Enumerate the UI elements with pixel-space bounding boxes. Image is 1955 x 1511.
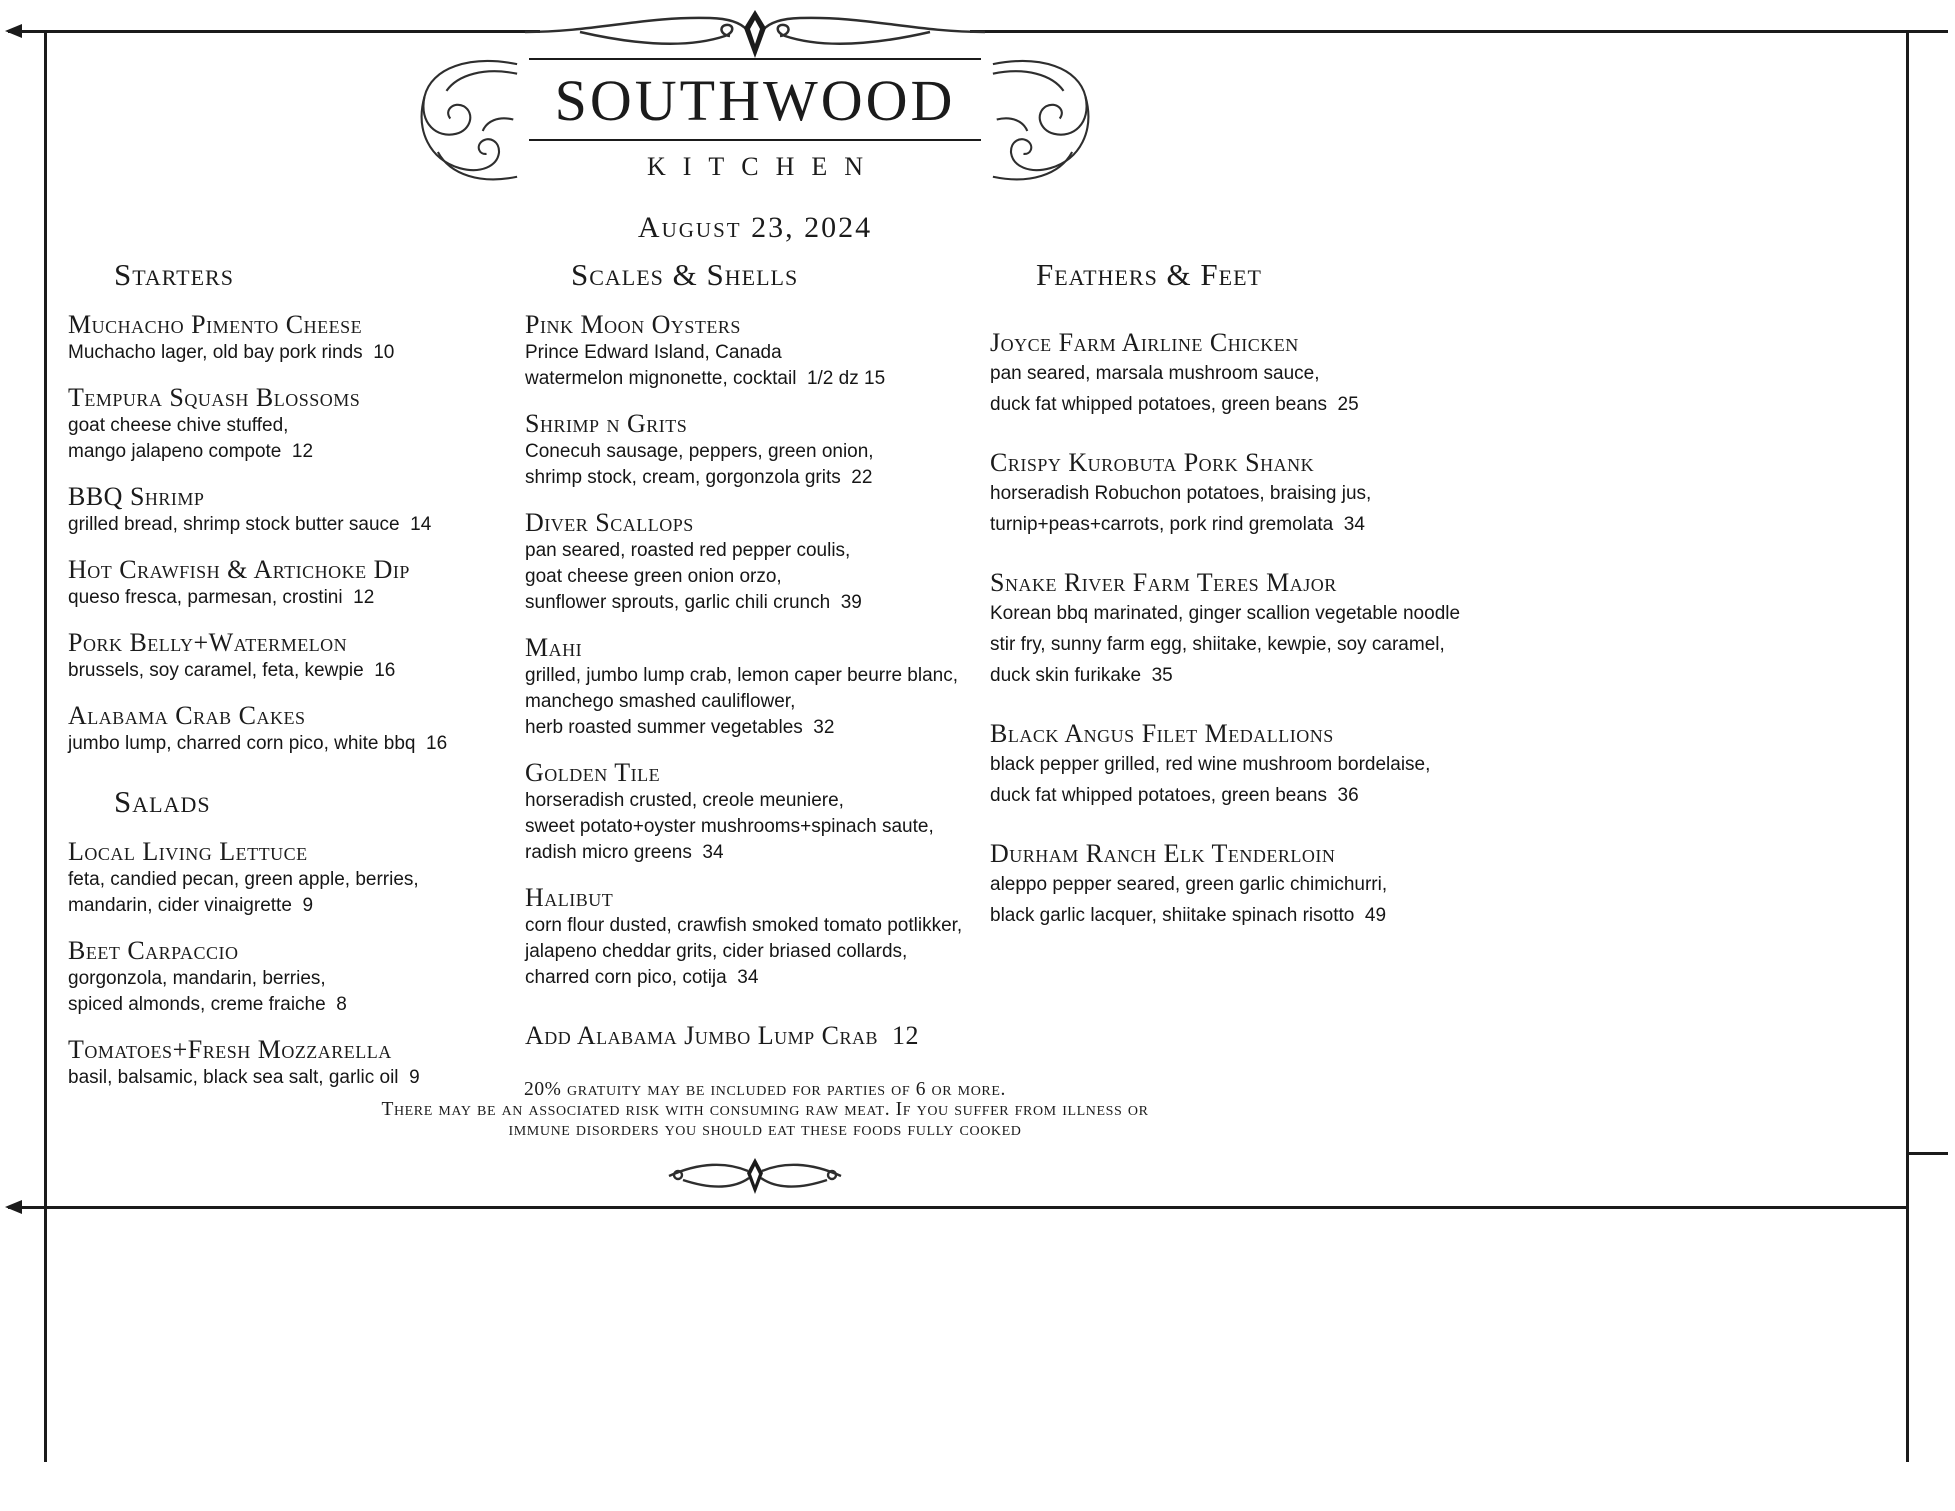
item-desc-line: black garlic lacquer, shiitake spinach risotto 49 <box>990 905 1387 926</box>
item-desc-line: jalapeno cheddar grits, cider briased collards, <box>525 941 908 962</box>
item-desc-line: feta, candied pecan, green apple, berries, <box>68 869 419 890</box>
item-desc-line: Korean bbq marinated, ginger scallion vegetable noodle <box>990 603 1461 624</box>
item-name: BBQ Shrimp <box>68 482 205 511</box>
item-desc-line: Muchacho lager, old bay pork rinds 10 <box>68 342 395 363</box>
menu-item <box>990 328 1510 420</box>
item-desc-line: queso fresca, parmesan, crostini 12 <box>68 587 375 608</box>
item-name: Muchacho Pimento Cheese <box>68 310 363 339</box>
column-feathers-feet <box>990 258 1510 959</box>
menu-item <box>525 758 995 866</box>
item-desc-line: turnip+peas+carrots, pork rind gremolata 34 <box>990 514 1365 535</box>
menu-item <box>68 310 498 366</box>
top-rule-left-segment <box>8 30 540 33</box>
top-left-arrow-mark <box>5 24 22 38</box>
item-name: Black Angus Filet Medallions <box>990 719 1334 748</box>
section-heading: Salads <box>114 784 211 819</box>
header <box>30 52 1480 245</box>
item-desc-line: horseradish crusted, creole meuniere, <box>525 790 844 811</box>
column-starters-salads <box>68 258 498 1108</box>
item-name: Beet Carpaccio <box>68 936 239 965</box>
item-name: Tempura Squash Blossoms <box>68 383 361 412</box>
footer-line: There may be an associated risk with consuming raw meat. If you suffer from illness or <box>381 1099 1149 1120</box>
right-border-rule <box>1906 30 1909 1462</box>
menu-item <box>990 719 1510 811</box>
item-name: Joyce Farm Airline Chicken <box>990 328 1299 357</box>
menu-section <box>990 258 1510 931</box>
section-heading: Starters <box>114 257 234 292</box>
item-name: Hot Crawfish & Artichoke Dip <box>68 555 410 584</box>
item-desc-line: spiced almonds, creme fraiche 8 <box>68 994 347 1015</box>
menu-item <box>525 310 995 392</box>
menu-item <box>68 837 498 919</box>
item-desc-line: mandarin, cider vinaigrette 9 <box>68 895 314 916</box>
item-desc-line: goat cheese chive stuffed, <box>68 415 289 436</box>
menu-item <box>68 383 498 465</box>
item-desc-line: shrimp stock, cream, gorgonzola grits 22 <box>525 467 873 488</box>
item-desc-line: corn flour dusted, crawfish smoked tomato potlikker, <box>525 915 963 936</box>
menu-item <box>525 883 995 991</box>
menu-item <box>525 409 995 491</box>
logo-left-scroll-icon <box>414 52 519 187</box>
item-desc-line: Prince Edward Island, Canada <box>525 342 782 363</box>
item-desc-line: charred corn pico, cotija 34 <box>525 967 759 988</box>
column-scales-shells <box>525 258 995 1051</box>
menu-section <box>68 258 498 757</box>
footer-line: 20% gratuity may be included for parties of 6 or more. <box>523 1079 1007 1100</box>
footer-line: immune disorders you should eat these foods fully cooked <box>508 1119 1022 1140</box>
item-name: Pork Belly+Watermelon <box>68 628 348 657</box>
menu-item <box>68 701 498 757</box>
item-name: Mahi <box>525 633 583 662</box>
footer-fine-print <box>45 1080 1485 1140</box>
menu-item <box>68 555 498 611</box>
menu-item <box>525 633 995 741</box>
item-name: Pink Moon Oysters <box>525 310 741 339</box>
item-desc-line: manchego smashed cauliflower, <box>525 691 796 712</box>
item-name: Tomatoes+Fresh Mozzarella <box>68 1035 392 1064</box>
item-desc-line: grilled, jumbo lump crab, lemon caper beurre blanc, <box>525 665 958 686</box>
bottom-rule <box>8 1206 1908 1209</box>
item-desc-line: herb roasted summer vegetables 32 <box>525 717 835 738</box>
item-desc-line: sunflower sprouts, garlic chili crunch 39 <box>525 592 862 613</box>
item-name: Add Alabama Jumbo Lump Crab 12 <box>525 1021 919 1050</box>
item-name: Diver Scallops <box>525 508 694 537</box>
item-desc-line: radish micro greens 34 <box>525 842 724 863</box>
menu-item <box>990 839 1510 931</box>
item-desc-line: goat cheese green onion orzo, <box>525 566 782 587</box>
top-rule-right-segment <box>970 30 1948 33</box>
item-desc-line: basil, balsamic, black sea salt, garlic oil 9 <box>68 1067 420 1088</box>
item-desc-line: stir fry, sunny farm egg, shiitake, kewpie, soy caramel, <box>990 634 1445 655</box>
item-desc-line: gorgonzola, mandarin, berries, <box>68 968 326 989</box>
menu-item <box>990 568 1510 691</box>
item-name: Local Living Lettuce <box>68 837 308 866</box>
restaurant-subtitle: KITCHEN <box>646 151 881 181</box>
item-desc-line: duck skin furikake 35 <box>990 665 1173 686</box>
section-heading: Scales & Shells <box>571 257 799 292</box>
item-desc-line: mango jalapeno compote 12 <box>68 441 314 462</box>
item-desc-line: duck fat whipped potatoes, green beans 36 <box>990 785 1359 806</box>
item-desc-line: jumbo lump, charred corn pico, white bbq 16 <box>68 733 448 754</box>
item-name: Golden Tile <box>525 758 661 787</box>
menu-date: August 23, 2024 <box>637 211 873 244</box>
menu-item <box>990 448 1510 540</box>
bottom-left-arrow-mark <box>5 1200 22 1214</box>
section-heading: Feathers & Feet <box>1036 257 1262 292</box>
item-name: Alabama Crab Cakes <box>68 701 306 730</box>
item-desc-line: grilled bread, shrimp stock butter sauce 14 <box>68 514 432 535</box>
item-name: Durham Ranch Elk Tenderloin <box>990 839 1336 868</box>
item-desc-line: aleppo pepper seared, green garlic chimichurri, <box>990 874 1388 895</box>
item-desc-line: pan seared, roasted red pepper coulis, <box>525 540 851 561</box>
item-name: Halibut <box>525 883 614 912</box>
menu-section <box>68 785 498 1091</box>
item-name: Snake River Farm Teres Major <box>990 568 1337 597</box>
item-name: Shrimp n Grits <box>525 409 688 438</box>
menu-item <box>525 508 995 616</box>
item-desc-line: pan seared, marsala mushroom sauce, <box>990 363 1320 384</box>
item-desc-line: Conecuh sausage, peppers, green onion, <box>525 441 874 462</box>
item-desc-line: sweet potato+oyster mushrooms+spinach saute, <box>525 816 934 837</box>
item-name: Crispy Kurobuta Pork Shank <box>990 448 1315 477</box>
item-desc-line: horseradish Robuchon potatoes, braising jus, <box>990 483 1372 504</box>
menu-item <box>68 628 498 684</box>
logo <box>414 52 1097 187</box>
bottom-flourish-ornament <box>665 1154 845 1198</box>
item-desc-line: watermelon mignonette, cocktail 1/2 dz 15 <box>525 368 886 389</box>
logo-right-scroll-icon <box>991 52 1096 187</box>
restaurant-name: SOUTHWOOD <box>529 58 982 141</box>
item-desc-line: duck fat whipped potatoes, green beans 25 <box>990 394 1359 415</box>
item-desc-line: brussels, soy caramel, feta, kewpie 16 <box>68 660 396 681</box>
menu-item <box>525 1021 995 1051</box>
menu-item <box>68 482 498 538</box>
menu-section <box>525 258 995 1051</box>
item-desc-line: black pepper grilled, red wine mushroom bordelaise, <box>990 754 1431 775</box>
logo-text <box>529 58 982 182</box>
menu-item <box>68 936 498 1018</box>
right-tick-mark <box>1906 1152 1948 1155</box>
